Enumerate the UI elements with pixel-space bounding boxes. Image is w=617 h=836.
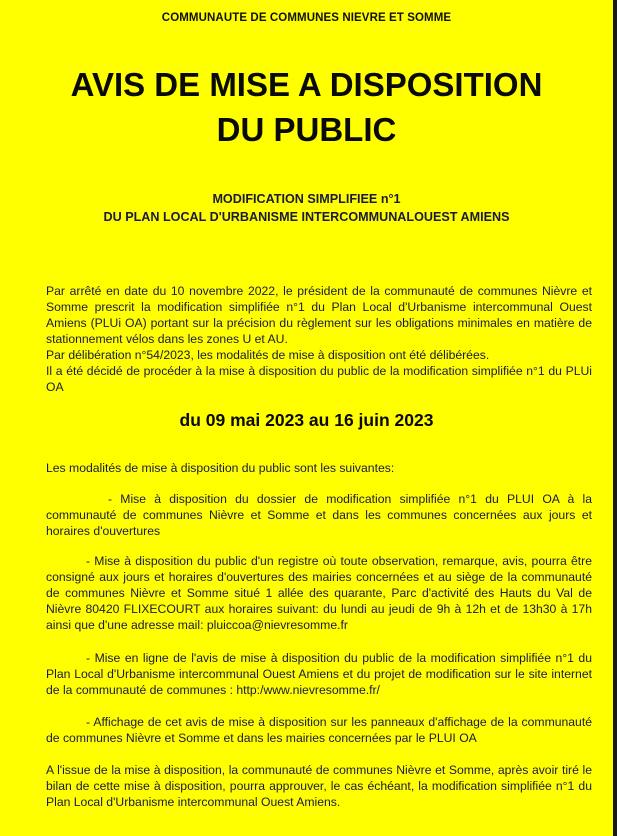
title-line-2: DU PUBLIC — [216, 111, 397, 148]
intro-paragraph: Par arrêté en date du 10 novembre 2022, le président de la communauté de communes Nièvre et Somme prescrit la modification simplifiée n°1 du Plan Local d'Urbanisme intercommunal Ouest Amiens (PLUi OA) portant sur la précision du règlement sur les obligations minimales en matière de stationnement vélos dans les zones U et AU. — [46, 284, 592, 346]
intro-paragraph: Par délibération n°54/2023, les modalités de mise à disposition ont été délibérées. — [46, 348, 490, 362]
intro-paragraph: Il a été décidé de procéder à la mise à disposition du public de la modification simplifiée n°1 du PLUi OA — [46, 364, 592, 394]
modalities-intro: Les modalités de mise à disposition du public sont les suivantes: — [46, 461, 395, 475]
modality-item: - Mise à disposition du dossier de modification simplifiée n°1 du PLUI OA à la communauté de communes Nièvre et Somme et dans les communes concernées aux jours et horaires d'ouvertures — [46, 492, 592, 538]
modality-item: - Affichage de cet avis de mise à disposition sur les panneaux d'affichage de la communauté de communes Nièvre et Somme et dans les mairies concernées par le PLUI OA — [46, 715, 592, 745]
page-edge-divider — [613, 0, 617, 836]
conclusion-paragraph: A l'issue de la mise à disposition, la communauté de communes Nièvre et Somme, après avoir tiré le bilan de cette mise à disposition, pourra approuver, le cas échéant, la modification simplifiée n°1 du Plan Local d'Urbanisme intercommunal Ouest Amiens. — [46, 763, 592, 809]
intro-section — [46, 283, 592, 395]
modality-item: - Mise en ligne de l'avis de mise à disposition du public de la modification simplifiée n°1 du Plan Local d'Urbanisme intercommunal Ouest Amiens et du projet de modification sur le site internet de la communauté de communes : http:/www.nievresomme.fr/ — [46, 651, 592, 697]
subtitle-line-1: MODIFICATION SIMPLIFIEE n°1 — [212, 192, 401, 206]
title-line-1: AVIS DE MISE A DISPOSITION — [70, 66, 543, 103]
notice-title — [0, 62, 613, 152]
modality-item: - Mise à disposition du public d'un registre où toute observation, remarque, avis, pourra être consigné aux jours et horaires d'ouvertures des mairies concernées et au siège de la communauté de communes Nièvre et Somme situé 1 allée des quarante, Parc d'activité des Hauts du Val de Nièvre 80420 FLIXECOURT aux horaires suivant: du lundi au jeudi de 9h à 12h et de 13h30 à 17h ainsi que d'une adresse mail: pluiccoa@nievresomme.fr — [46, 554, 592, 632]
organization-header: COMMUNAUTE DE COMMUNES NIEVRE ET SOMME — [161, 12, 452, 24]
availability-period: du 09 mai 2023 au 16 juin 2023 — [179, 410, 434, 430]
subtitle-line-2: DU PLAN LOCAL D'URBANISME INTERCOMMUNALOUEST AMIENS — [103, 210, 510, 224]
notice-subtitle — [0, 190, 613, 226]
